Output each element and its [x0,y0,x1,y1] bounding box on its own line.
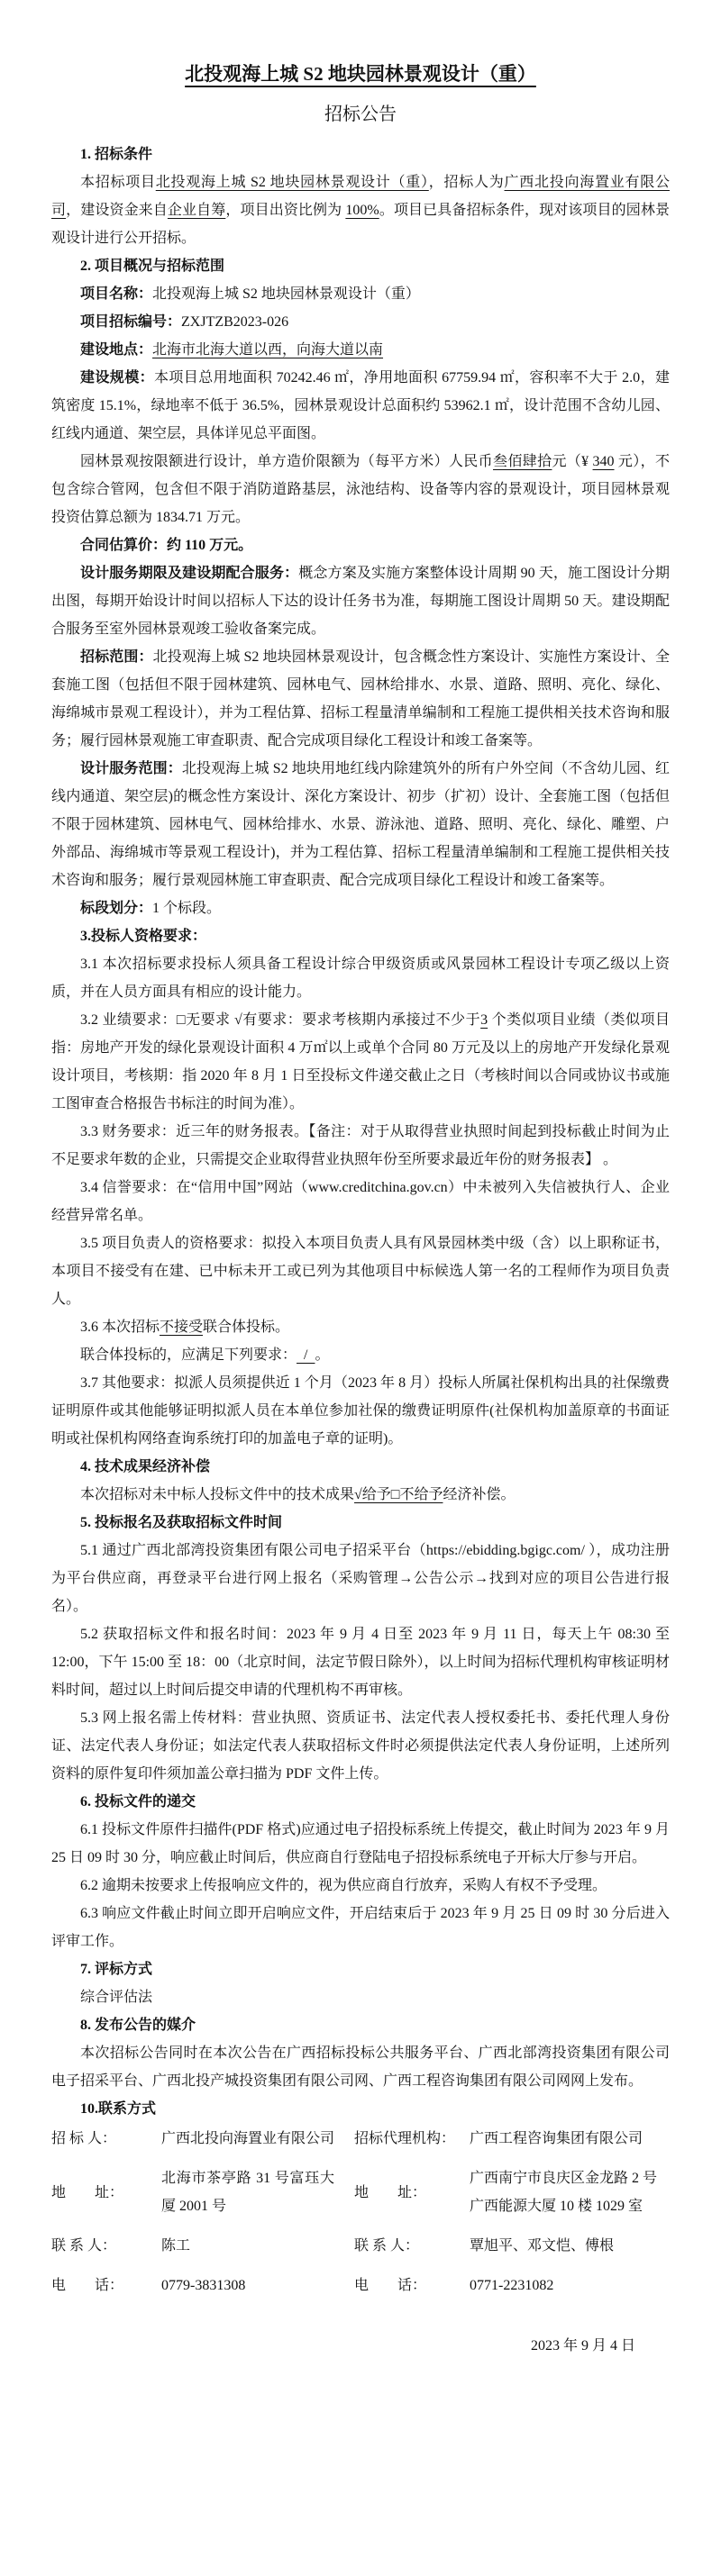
section-8-heading: 8. 发布公告的媒介 [80,2018,196,2033]
para-3-4-credit: 3.4 信誉要求：在“信用中国”网站（www.creditchina.gov.cn）中未被列入失信被执行人、企业经营异常名单。 [51,1180,670,1223]
section-10-heading: 10.联系方式 [80,2101,157,2117]
contact-table [51,2125,670,2299]
project-title-underlined: 北投观海上城 S2 地块园林景观设计（重） [155,175,429,190]
agency-address: 广西南宁市良庆区金龙路 2 号广西能源大厦 10 楼 1029 室 [470,2171,658,2214]
section-1-heading: 1. 招标条件 [80,147,153,162]
agency-address-label: 地 址： [354,2184,427,2200]
contact-row-party [51,2125,670,2153]
not-accept-underlined: 不接受 [160,1320,204,1335]
para-3-3-financial: 3.3 财务要求：近三年的财务报表。【备注：对于从取得营业执照时间起到投标截止时间为止不足要求年数的企业，只需提交企业取得营业执照年份至所要求最近年份的财务报表】 。 [51,1124,670,1167]
section-3-heading: 3.投标人资格要求： [80,929,207,944]
agency-contact: 覃旭平、邓文恺、傅根 [470,2238,615,2254]
contact-row-phone [51,2272,670,2299]
para-3-7-other: 3.7 其他要求：拟派人员须提供近 1 个月（2023 年 8 月）投标人所属社保机构出具的社保缴费证明原件或其他能够证明拟派人员在本单位参加社保的缴费证明原件(社保机构加盖原章的书面证明或社保机构网络查询系统打印的加盖电子章的证明)。 [51,1375,670,1447]
contact-row-address [51,2164,670,2220]
para-project-name: 项目名称：北投观海上城 S2 地块园林景观设计（重） [80,286,420,302]
para-scale: 建设规模：本项目总用地面积 70242.46 ㎡，净用地面积 67759.94 ㎡，容积率不大于 2.0，建筑密度 15.1%，绿地率不低于 36.5%，园林景观设计总面积约 53962.1 ㎡，设计范围不含幼儿园、红线内通道、架空层，具体详见总平面图。 [51,370,670,441]
agency-contact-label: 联 系 人： [354,2238,420,2254]
tenderer-contact: 陈工 [161,2238,191,2254]
doc-date: 2023 年 9 月 4 日 [530,2338,635,2354]
para-5-2-document-time: 5.2 获取招标文件和报名时间：2023 年 9 月 4 日至 2023 年 9 月 11 日，每天上午 08:30 至 12:00，下午 15:00 至 18：00（北京时间，法定节假日除外），以上时间为招标代理机构审核证明材料时间，超过以上时间后提交申请的代理机构不再审核。 [51,1627,670,1698]
para-tender-scope: 招标范围：北投观海上城 S2 地块园林景观设计，包含概念性方案设计、实施性方案设计、全套施工图（包括但不限于园林建筑、园林电气、园林给排水、水景、道路、照明、亮化、绿化、海绵城市景观工程设计），并为工程估算、招标工程量清单编制和工程施工提供相关技术咨询和服务；履行园林景观施工审查职责、配合完成项目绿化工程设计和竣工备案等。 [51,649,670,748]
para-tender-code: 项目招标编号：ZXJTZB2023-026 [80,314,289,330]
section-6-heading: 6. 投标文件的递交 [80,1794,196,1810]
min-projects-underlined: 3 [480,1012,488,1028]
para-3-2-performance: 3.2 业绩要求：□无要求 √有要求：要求考核期内承接过不少于3 个类似项目业绩（类似项目指：房地产开发的绿化景观设计面积 4 万㎡以上或单个合同 80 万元及以上的房地产开发绿化景观设计项目，考核期：指 2020 年 8 月 1 日至投标文件递交截止之日（考核时间以合同或协议书或施工图审查合格报告书标注的时间为准）。 [51,1012,670,1111]
tender-code-value: ZXJTZB2023-026 [181,314,289,330]
para-service-period: 设计服务期限及建设期配合服务：概念方案及实施方案整体设计周期 90 天，施工图设计分期出图，每期开始设计时间以招标人下达的设计任务书为准，每期施工图设计周期 50 天。建设期配合服务至室外园林景观竣工验收备案完成。 [51,566,670,637]
agency-label: 招标代理机构： [354,2131,456,2146]
agency-phone-label: 电 话： [354,2278,427,2293]
para-announcement-media: 本次招标公告同时在本次公告在广西招标投标公共服务平台、广西北部湾投资集团有限公司电子招采平台、广西北投产城投资集团有限公司网、广西工程咨询集团有限公司网网上发布。 [51,2045,670,2089]
section-4-heading: 4. 技术成果经济补偿 [80,1459,211,1474]
para-6-1-submission: 6.1 投标文件原件扫描件(PDF 格式)应通过电子招投标系统上传提交，截止时间为 2023 年 9 月 25 日 09 时 30 分，响应截止时间后，供应商自行登陆电子招投标系统电子开标大厅参与开启。 [51,1822,670,1865]
para-6-2-overdue: 6.2 逾期未按要求上传报响应文件的，视为供应商自行放弃，采购人有权不予受理。 [80,1878,607,1893]
para-consortium-requirements: 联合体投标的，应满足下列要求： / 。 [80,1347,330,1363]
agency-phone: 0771-2231082 [470,2278,554,2293]
tenderer-address: 北海市茶亭路 31 号富珏大厦 2001 号 [161,2171,334,2214]
para-6-3-opening: 6.3 响应文件截止时间立即开启响应文件，开启结束后于 2023 年 9 月 25 日 09 时 30 分后进入评审工作。 [51,1906,670,1949]
para-3-5-project-leader: 3.5 项目负责人的资格要求：拟投入本项目负责人具有风景园林类中级（含）以上职称证书，本项目不接受有在建、已中标未开工或已列为其他项目中标候选人第一名的工程师作为项目负责人。 [51,1236,670,1307]
tenderer-name: 广西北投向海置业有限公司 [161,2131,335,2146]
funding-ratio-underlined: 100% [345,203,379,218]
tenderer-name-underlined: 广西北投向海置业有限公司 [51,175,670,218]
section-2-heading: 2. 项目概况与招标范围 [80,259,225,274]
para-compensation: 本次招标对未中标人投标文件中的技术成果√给予□不给予经济补偿。 [80,1487,516,1502]
para-evaluation-method: 综合评估法 [80,1990,153,2005]
para-contract-estimate: 合同估算价：约 110 万元。 [80,538,253,553]
para-tender-conditions: 本招标项目北投观海上城 S2 地块园林景观设计（重），招标人为广西北投向海置业有限公司，建设资金来自企业自筹，项目出资比例为 100%。项目已具备招标条件，现对该项目的园林景观设计进行公开招标。 [51,175,670,246]
tenderer-phone: 0779-3831308 [161,2278,246,2293]
section-7-heading: 7. 评标方式 [80,1962,153,1977]
location-value-underlined: 北海市北海大道以西，向海大道以南 [152,342,384,358]
limit-amount-cn-underlined: 叁佰肆拾 [493,454,552,469]
para-5-3-upload-materials: 5.3 网上报名需上传材料：营业执照、资质证书、法定代表人授权委托书、委托代理人身份证、法定代表人身份证；如法定代表人获取招标文件时必须提供法定代表人身份证明，上述所列资料的原件复印件须加盖公章扫描为 PDF 文件上传。 [51,1710,670,1782]
para-3-1-qualification: 3.1 本次招标要求投标人须具备工程设计综合甲级资质或风景园林工程设计专项乙级以上资质，并在人员方面具有相应的设计能力。 [51,957,670,1000]
slash-blank-underlined: / [297,1347,315,1363]
agency-name: 广西工程咨询集团有限公司 [470,2131,643,2146]
doc-title-text: 北投观海上城 S2 地块园林景观设计（重） [185,63,536,85]
para-design-scope: 设计服务范围：北投观海上城 S2 地块用地红线内除建筑外的所有户外空间（不含幼儿园、红线内通道、架空层)的概念性方案设计、深化方案设计、初步（扩初）设计、全套施工图（包括但不限于园林建筑、园林电气、园林给排水、水景、游泳池、道路、照明、亮化、绿化、雕塑、户外部品、海绵城市等景观工程设计)，并为工程估算、招标工程量清单编制和工程施工提供相关技术咨询和服务；履行景观园林施工审查职责、配合完成项目绿化工程设计和竣工备案等。 [51,761,670,888]
funding-source-underlined: 企业自筹 [167,203,226,218]
tenderer-label: 招 标 人： [51,2131,117,2146]
doc-subtitle: 招标公告 [324,104,397,124]
compensation-checkbox-underlined: √给予□不给予 [354,1487,443,1502]
tenderer-contact-label: 联 系 人： [51,2238,117,2254]
tenderer-address-label: 地 址： [51,2184,124,2200]
para-cost-limit: 园林景观按限额进行设计，单方造价限额为（每平方米）人民币叁佰肆拾元（¥ 340 元），不包含综合管网，包含但不限于消防道路基层，泳池结构、设备等内容的景观设计，项目园林景观投资估算总额为 1834.71 万元。 [51,454,670,525]
contact-row-person [51,2232,670,2260]
para-location: 建设地点：北海市北海大道以西，向海大道以南 [80,342,384,358]
limit-amount-num-underlined: 340 [592,454,615,469]
para-segments: 标段划分：1 个标段。 [80,901,222,916]
section-5-heading: 5. 投标报名及获取招标文件时间 [80,1515,283,1530]
tenderer-phone-label: 电 话： [51,2278,124,2293]
doc-title [51,58,670,90]
para-5-1-registration: 5.1 通过广西北部湾投资集团有限公司电子招采平台（https://ebidding.bgigc.com/ ），成功注册为平台供应商，再登录平台进行网上报名（采购管理→公告公示→找到对应的项目公告进行报名）。 [51,1543,670,1614]
para-3-6-consortium: 3.6 本次招标不接受联合体投标。 [80,1320,290,1335]
